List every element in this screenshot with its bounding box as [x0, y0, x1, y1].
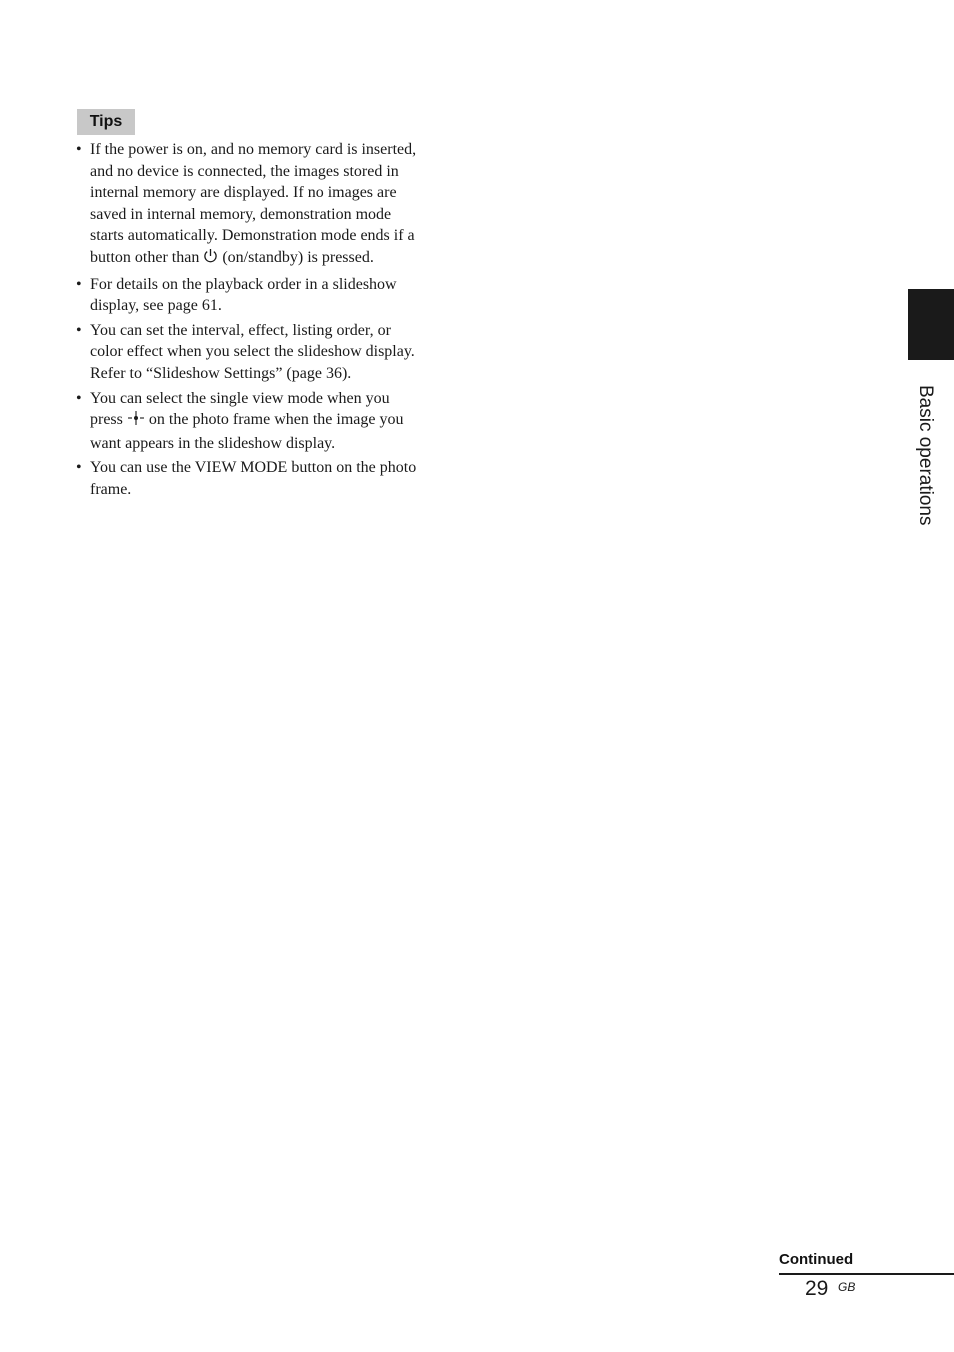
tip-line: press [90, 411, 123, 429]
tip-line: and no device is connected, the images stored in [90, 162, 399, 180]
tip-line: want appears in the slideshow display. [90, 434, 336, 452]
tip-line: starts automatically. Demonstration mode ends if a [90, 227, 415, 245]
tip-line: You can select the single view mode when you [90, 389, 390, 407]
tips-list [76, 139, 448, 504]
bullet: • [76, 275, 82, 293]
tip-line: display, see page 61. [90, 297, 222, 315]
tip-line: You can use the VIEW MODE button on the photo [90, 459, 417, 477]
enter-joystick-icon [127, 410, 145, 433]
page-suffix: GB [838, 1280, 856, 1294]
section-tab [908, 289, 954, 360]
tip-line: color effect when you select the slideshow display. [90, 343, 415, 361]
tip-line: For details on the playback order in a slideshow [90, 275, 397, 293]
tip-line: internal memory are displayed. If no images are [90, 184, 397, 202]
bullet: • [76, 459, 82, 477]
footer-rule [779, 1273, 954, 1275]
tip-item-1 [76, 139, 448, 271]
bullet: • [76, 321, 82, 339]
power-standby-icon [203, 248, 218, 271]
tip-item-5 [76, 457, 448, 500]
tip-item-3 [76, 320, 448, 385]
tip-item-4 [76, 388, 448, 455]
page-number: 29 [805, 1277, 829, 1300]
tip-line: saved in internal memory, demonstration mode [90, 205, 392, 223]
tip-line: You can set the interval, effect, listing order, or [90, 321, 391, 339]
continued-label: Continued [779, 1251, 854, 1268]
section-label: Basic operations [915, 385, 936, 526]
bullet: • [76, 141, 82, 158]
tip-line: on the photo frame when the image you [148, 411, 404, 429]
tips-heading: Tips [77, 109, 135, 135]
tip-line: (on/standby) is pressed. [222, 248, 374, 266]
tip-line: frame. [90, 480, 132, 498]
bullet: • [76, 389, 82, 407]
tip-item-2 [76, 274, 448, 317]
tip-line: Refer to “Slideshow Settings” (page 36). [90, 364, 352, 382]
tip-line: If the power is on, and no memory card is inserted, [90, 141, 417, 158]
tip-line: button other than [90, 248, 200, 266]
